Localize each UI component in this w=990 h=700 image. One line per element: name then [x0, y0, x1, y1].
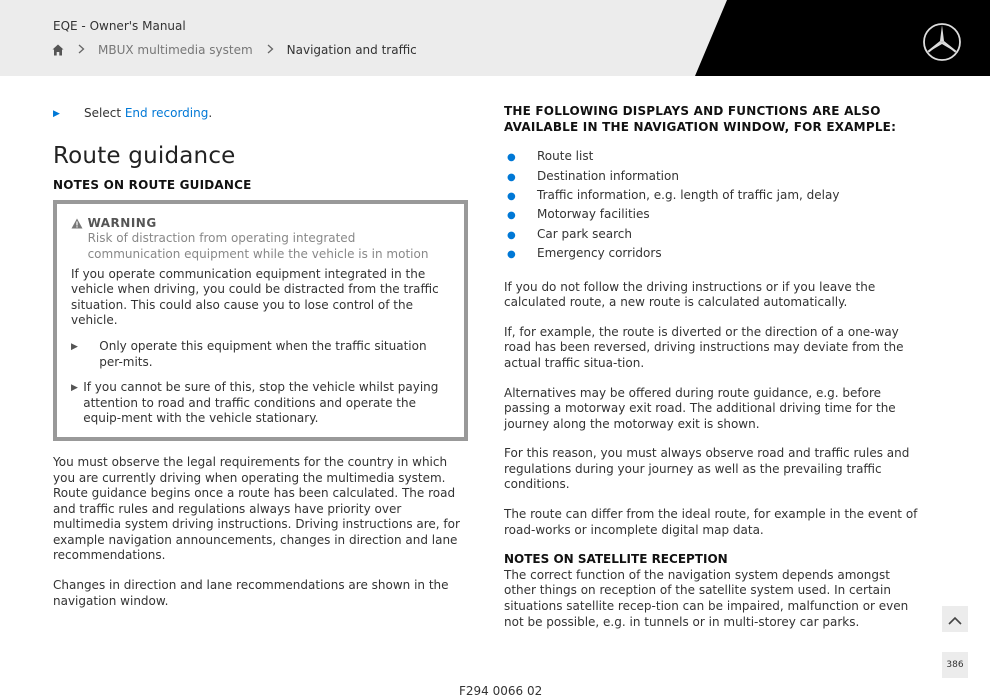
breadcrumb	[52, 42, 417, 58]
warning-subtitle: Risk of distraction from operating integrated communication equipment while the vehicle is in motion	[87, 231, 429, 261]
paragraph: If you do not follow the driving instructions or if you leave the calculated route, a new route is calculated automatically.	[504, 279, 876, 310]
manual-title: EQE - Owner's Manual	[53, 19, 186, 33]
breadcrumb-item-navigation[interactable]: Navigation and traffic	[286, 43, 417, 57]
paragraph-line: Route guidance begins once a route has been calculated. The road and traffic rules and regulations always have priority over multimedia system driving instructions. Driving instructions are, for example navigation announcements, changes in direction and lane recommendations.	[53, 486, 460, 563]
list-item-text: Motorway facilities	[537, 207, 650, 222]
instruction-step	[53, 106, 468, 123]
right-column	[504, 104, 922, 630]
mercedes-star-logo	[922, 22, 962, 62]
paragraph-line: You must observe the legal requirements for the country in which you are currently driving when operating the multimedia system.	[53, 454, 448, 485]
displays-heading: THE FOLLOWING DISPLAYS AND FUNCTIONS ARE ALSO AVAILABLE IN THE NAVIGATION WINDOW, FOR EXAMPLE:	[504, 104, 897, 134]
list-item	[504, 169, 922, 188]
step-arrow-icon: ▶	[53, 109, 60, 119]
paragraph: The route can differ from the ideal route, for example in the event of road-works or incomplete digital map data.	[504, 507, 918, 537]
chevron-right-icon	[78, 43, 85, 57]
paragraph: The correct function of the navigation system depends amongst other things on reception of the satellite system used. In certain situations satellite recep-tion can be impaired, malfunction or even not be possible, e.g. in tunnels or in multi-storey car parks.	[504, 567, 909, 629]
list-item-text: Car park search	[537, 226, 633, 241]
page-number-button[interactable]: 386	[942, 652, 968, 678]
list-item	[504, 149, 922, 168]
step-arrow-icon: ▶	[71, 341, 78, 352]
list-item	[504, 246, 922, 265]
scroll-top-button[interactable]	[942, 606, 968, 632]
feature-list	[504, 149, 922, 265]
paragraph	[53, 455, 468, 564]
warning-text: If you operate communication equipment integrated in the vehicle when driving, you could be distracted from the traffic situation. This could also cause you to lose control of the vehicle.	[71, 266, 439, 328]
step-prefix: Select	[84, 106, 125, 120]
list-item	[504, 188, 922, 207]
step-suffix: .	[208, 106, 213, 120]
list-item	[504, 207, 922, 226]
warning-step	[71, 339, 450, 370]
warning-box	[53, 200, 468, 441]
warning-title: WARNING	[87, 215, 157, 230]
left-column	[53, 104, 468, 609]
bullet-icon: ●	[507, 249, 516, 261]
arrow-up-icon	[948, 610, 962, 629]
chevron-right-icon	[267, 43, 274, 57]
warning-step-text: Only operate this equipment when the traffic situation per-mits.	[99, 338, 427, 369]
paragraph: If, for example, the route is diverted or the direction of a one-way road has been reversed, driving instructions may deviate from the actual traffic situa-tion.	[504, 324, 904, 370]
section-heading: Route guidance	[53, 142, 236, 169]
bullet-icon: ●	[507, 152, 516, 164]
step-text	[84, 106, 212, 122]
breadcrumb-item-mbux[interactable]: MBUX multimedia system	[98, 43, 253, 57]
warning-step	[71, 380, 450, 427]
step-arrow-icon: ▶	[71, 383, 78, 394]
list-item	[504, 227, 922, 246]
bullet-icon: ●	[507, 190, 516, 202]
warning-step-text: If you cannot be sure of this, stop the vehicle whilst paying attention to road and traffic conditions and operate the equip-ment with the vehicle stationary.	[83, 380, 439, 426]
list-item-text: Route list	[537, 149, 594, 164]
figure-code: F294 0066 02	[459, 684, 543, 698]
paragraph: For this reason, you must always observe road and traffic rules and regulations during your journey as well as the prevailing traffic conditions.	[504, 446, 910, 492]
bullet-icon: ●	[507, 229, 516, 241]
list-item-text: Destination information	[537, 168, 679, 183]
paragraph: Changes in direction and lane recommendations are shown in the navigation window.	[53, 578, 449, 608]
page-header	[0, 0, 990, 76]
list-item-text: Traffic information, e.g. length of traffic jam, delay	[537, 187, 840, 202]
list-item-text: Emergency corridors	[537, 246, 662, 261]
warning-header	[71, 216, 450, 263]
notes-heading: NOTES ON ROUTE GUIDANCE	[53, 178, 252, 193]
bullet-icon: ●	[507, 171, 516, 183]
end-recording-link[interactable]: End recording	[124, 106, 209, 120]
paragraph: Alternatives may be offered during route guidance, e.g. before passing a motorway exit road. The additional driving time for the journey along the motorway exit is shown.	[504, 385, 896, 431]
home-icon[interactable]	[52, 44, 64, 56]
warning-heading-block	[88, 216, 450, 263]
warning-triangle-icon	[71, 216, 88, 263]
satellite-notes-heading: NOTES ON SATELLITE RECEPTION	[504, 552, 728, 567]
bullet-icon: ●	[507, 210, 516, 222]
